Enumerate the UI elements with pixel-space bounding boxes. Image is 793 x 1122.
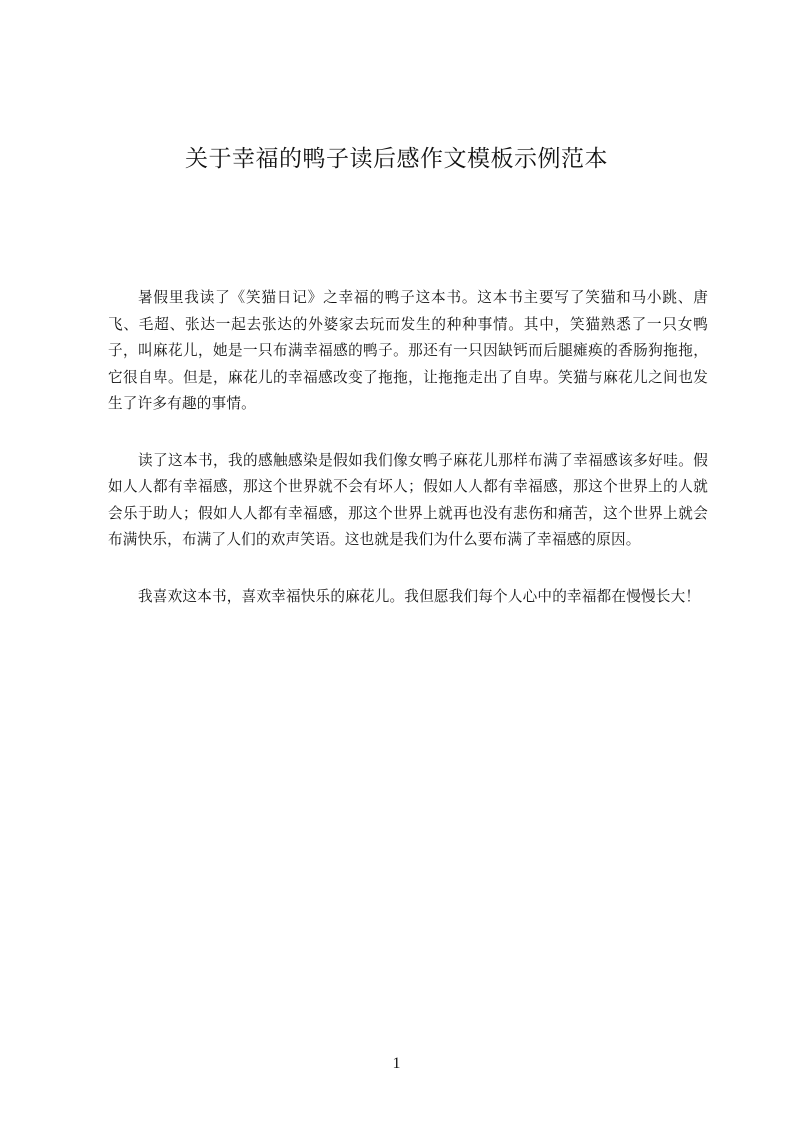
- paragraph-1: 暑假里我读了《笑猫日记》之幸福的鸭子这本书。这本书主要写了笑猫和马小跳、唐飞、毛超、张达一起去张达的外婆家去玩而发生的种种事情。其中，笑猫熟悉了一只女鸭子，叫麻花儿，她是一只布满幸福感的鸭子。那还有一只因缺钙而后腿瘫痪的香肠狗拖拖，它很自卑。但是，麻花儿的幸福感改变了拖拖，让拖拖走出了自卑。笑猫与麻花儿之间也发生了许多有趣的事情。: [108, 289, 708, 412]
- document-title: 关于幸福的鸭子读后感作文模板示例范本: [185, 146, 608, 172]
- paragraph-3: 我喜欢这本书，喜欢幸福快乐的麻花儿。我但愿我们每个人心中的幸福都在慢慢长大！: [138, 587, 701, 605]
- page-number: 1: [392, 1055, 401, 1072]
- paragraph-2: 读了这本书，我的感触感染是假如我们像女鸭子麻花儿那样布满了幸福感该多好哇。假如人人都有幸福感，那这个世界就不会有坏人；假如人人都有幸福感，那这个世界上的人就会乐于助人；假如人人都有幸福感，那这个世界上就再也没有悲伤和痛苦，这个世界上就会布满快乐，布满了人们的欢声笑语。这也就是我们为什么要布满了幸福感的原因。: [108, 451, 708, 548]
- document-body: [108, 285, 708, 640]
